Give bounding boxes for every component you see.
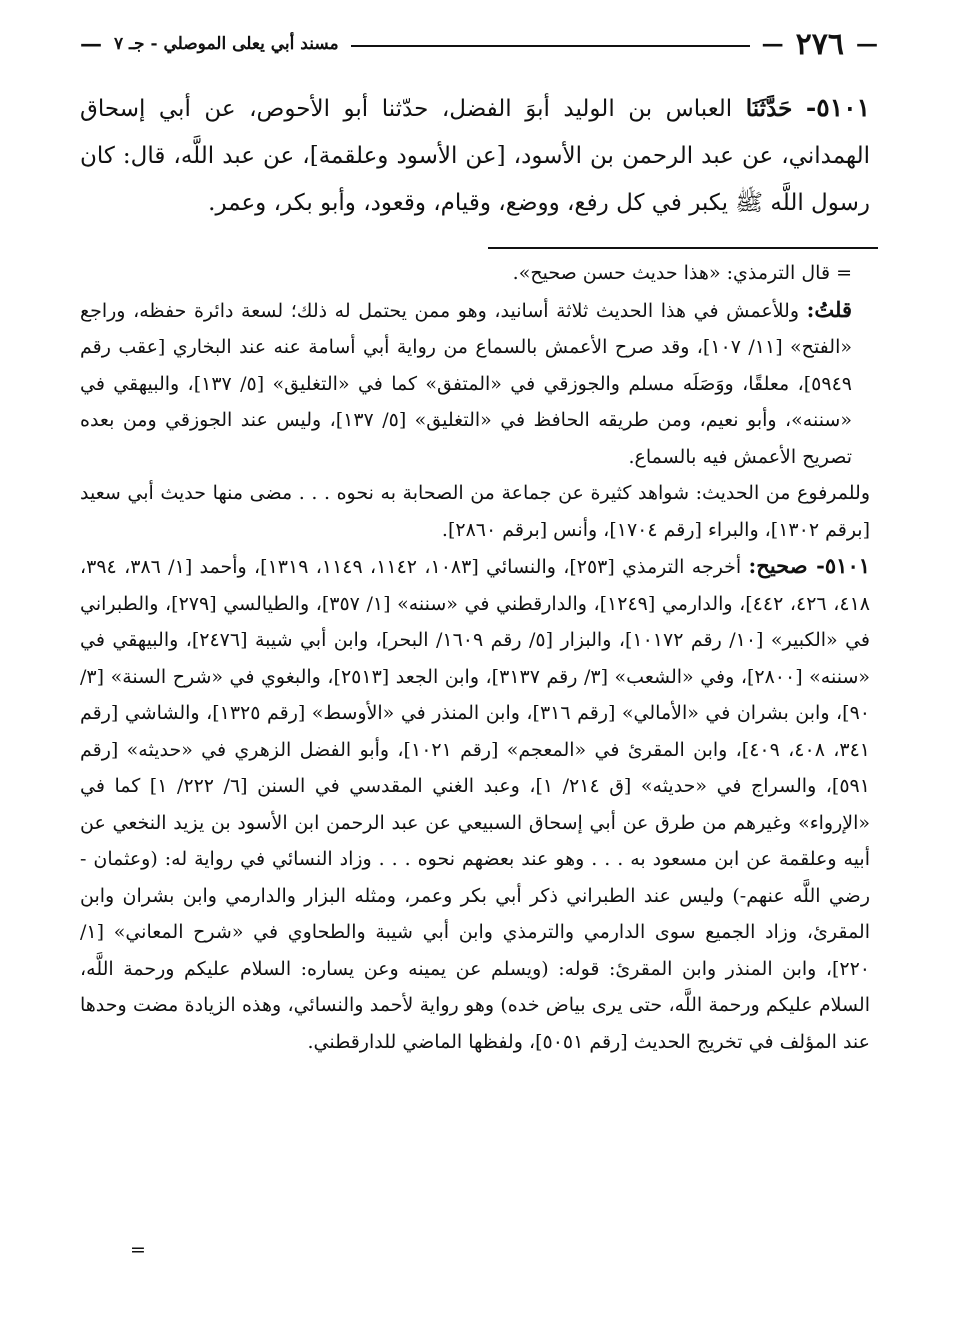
header-dash: — [80, 31, 102, 57]
takhrij-label: ٥١٠١- صحيح: [748, 553, 871, 578]
marfu-paragraph: وللمرفوع من الحديث: شواهد كثيرة عن جماعة من الصحابة به نحوه . . . مضى منها حديث أبي سعيد [برقم ١٣٠٢]، والبراء [رقم ١٧٠٤]، وأنس [برقم ٢٨٦٠]. [80, 482, 870, 541]
takhrij-paragraph [80, 548, 870, 1060]
hadith-number: ٥١٠١- [805, 93, 870, 122]
hadith-text [80, 84, 870, 227]
qultu-label: قلتُ: [806, 296, 852, 322]
header-dash: — [856, 31, 878, 57]
footnote-separator [488, 247, 878, 249]
page-number: ٢٧٦ [795, 26, 844, 62]
running-header [80, 26, 878, 62]
hadith-body: العباس بن الوليد أبوَ الفضل، حدّثنا أبو الأحوص، عن أبي إسحاق الهمداني، عن عبد الرحمن بن الأسود، [عن الأسود وعلقمة]، عن عبد اللَّه، قال: كان رسول اللَّه ﷺ يكبر في كل رفع، ووضع، وقيام، وقعود، وأبو بكر، وعمر. [80, 96, 870, 216]
takhrij-text: أخرجه الترمذي [٢٥٣]، والنسائي [١٠٨٣، ١١٤٢، ١١٤٩، ١٣١٩]، وأحمد [١/ ٣٨٦، ٣٩٤، ٤١٨، ٤٢٦، ٤٤٢]، والدارمي [١٢٤٩]، والدارقطني في «سننه» [١/ ٣٥٧]، والطيالسي [٢٧٩]، والطبراني في «الكبير» [١٠/ رقم ١٠١٧٢]، والبزار [٥/ رقم ١٦٠٩/ البحر]، وابن أبي شيبة [٢٤٧٦]، والبيهقي في «سننه» [٢٨٠٠]، وفي «الشعب» [٣/ رقم ٣١٣٧]، وابن الجعد [٢٥١٣]، والبغوي في «شرح السنة» [٣/ ٩٠]، وابن بشران في «الأمالي» [رقم ٣١٦]، وابن المنذر في «الأوسط» [رقم ١٣٢٥]، والشاشي [رقم ٣٤١، ٤٠٨، ٤٠٩]، وابن المقرئ في «المعجم» [رقم ١٠٢١]، وأبو الفضل الزهري في «حديثه» [رقم ٥٩١]، والسراج في «حديثه» [ق ٢١٤/ ١]، وعبد الغني المقدسي في السنن [٦/ ٢٢٢/ ١] كما في «الإرواء» وغيرهم من طرق عن أبي إسحاق السبيعي عن عبد الرحمن ابن الأسود بن يزيد النخعي عن أبيه وعلقمة عن ابن مسعود به . . . وهو عند بعضهم نحوه . . . وزاد النسائي في رواية له: (وعثمان - رضي اللَّه عنهم-) وليس عند الطبراني ذكر أبي بكر وعمر، ومثله البزار والدارمي وابن بشران وابن المقرئ، وزاد الجميع سوى الدارمي والترمذي وابن أبي شيبة والطحاوي في «شرح المعاني» [١/ ٢٢٠]، وابن المنذر وابن المقرئ: قوله: (ويسلم عن يمينه وعن يساره: السلام عليكم ورحمة اللَّه، السلام عليكم ورحمة اللَّه، حتى يرى بياض خده) وهو رواية لأحمد والنسائي، وهذه الزيادة مضت وحدها عند المؤلف في تخريج الحديث [رقم ٥٠٥١]، ولفظها الماضي للدارقطني. [80, 556, 871, 1053]
qultu-text: وللأعمش في هذا الحديث ثلاثة أسانيد، وهو ممن يحتمل له ذلك؛ لسعة دائرة حفظه، وراجع «الفتح» [١١/ ١٠٧]، وقد صرح الأعمش بالسماع من رواية أبي أسامة عنه عند البخاري [عقب رقم ٥٩٤٩]، معلقًا، ووَصَلَه مسلم والجوزقي في «المتفق» كما في «التغليق» [٥/ ١٣٧]، والبيهقي في «سننه»، وأبو نعيم، ومن طريقه الحافظ في «التغليق» [٥/ ١٣٧]، وليس عند الجوزقي ومن بعده تصريح الأعمش فيه بالسماع. [80, 299, 852, 468]
running-title: مسند أبي يعلى الموصلي - جـ ٧ [114, 34, 339, 54]
qultu-paragraph [80, 292, 870, 476]
hadith-opening-word: حَدَّثَنَا [745, 95, 793, 122]
footnotes [80, 255, 871, 1261]
tirmidhi-note: = قال الترمذي: «هذا حديث حسن صحيح». [512, 262, 852, 284]
header-dash: — [761, 31, 784, 57]
continuation-mark: = [130, 1239, 146, 1261]
header-rule [351, 45, 750, 47]
